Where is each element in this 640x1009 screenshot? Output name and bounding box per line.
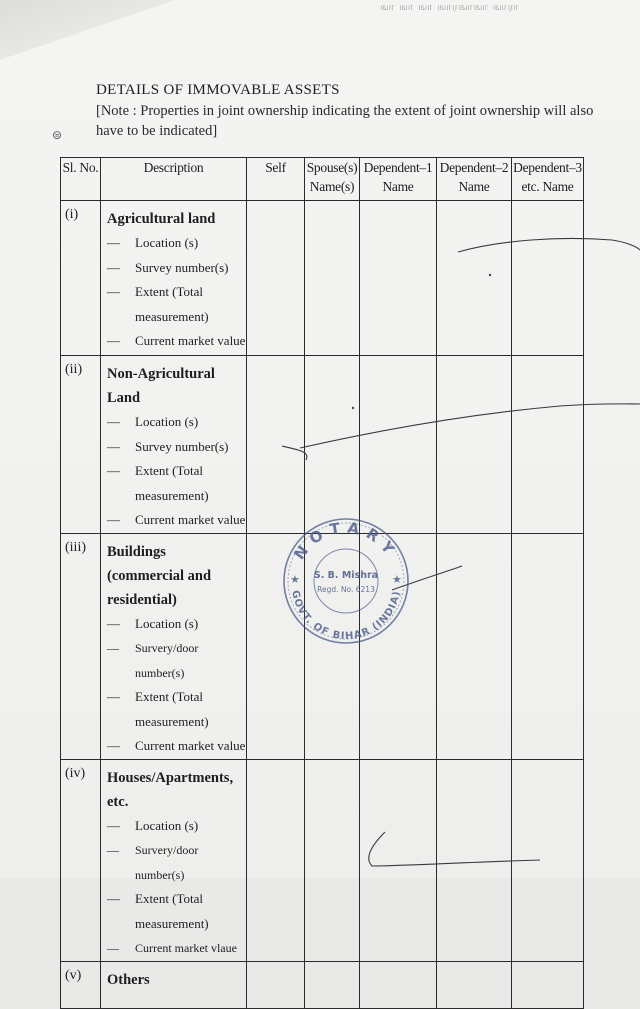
list-item-continuation: measurement) — [135, 308, 209, 324]
dependent-1-cell — [360, 533, 437, 759]
serial-number: (v) — [61, 961, 101, 1008]
spouse-cell — [305, 201, 360, 356]
spouse-cell — [305, 759, 360, 961]
description-cell — [101, 356, 247, 534]
dependent-3-cell — [512, 356, 584, 534]
dependent-3-cell — [512, 961, 584, 1008]
dependent-2-cell — [437, 356, 512, 534]
table-row — [61, 759, 584, 961]
self-cell — [247, 356, 305, 534]
list-item: — Extent (Total — [107, 463, 204, 478]
dependent-1-cell — [360, 201, 437, 356]
list-item-continuation: measurement) — [135, 915, 209, 931]
list-item: — Current market value — [107, 512, 246, 527]
seal-top-text: NOTARY — [290, 518, 402, 563]
star-icon: ★ — [392, 573, 402, 586]
dependent-2-cell — [437, 759, 512, 961]
dependent-1-cell — [360, 356, 437, 534]
folded-corner — [0, 0, 175, 60]
list-item: — Location (s) — [107, 235, 199, 250]
dependent-1-cell — [360, 961, 437, 1008]
description-cell — [101, 759, 247, 961]
column-header-self: Self — [247, 158, 305, 201]
dependent-2-cell — [437, 533, 512, 759]
serial-number: (iii) — [61, 533, 101, 759]
note-text: [Note : Properties in joint ownership indicating the extent of joint ownership will also have to be indicated] — [96, 103, 594, 139]
column-header-dependent-1: Dependent–1 Name — [360, 158, 437, 201]
page-title: DETAILS OF IMMOVABLE ASSETS — [96, 82, 340, 98]
category-title: Houses/Apartments, etc. — [107, 769, 234, 810]
table-row — [61, 961, 584, 1008]
column-header-sl: Sl. No. — [61, 158, 101, 201]
list-item: — Survery/door number(s) — [107, 843, 199, 882]
list-item-continuation: measurement) — [135, 713, 209, 729]
seal-name: S. B. Mishra — [313, 570, 379, 581]
self-cell — [247, 533, 305, 759]
table-row — [61, 533, 584, 759]
self-cell — [247, 961, 305, 1008]
immovable-assets-table — [60, 157, 584, 1009]
dependent-1-cell — [360, 759, 437, 961]
spouse-cell — [305, 533, 360, 759]
dependent-2-cell — [437, 201, 512, 356]
table-row — [61, 356, 584, 534]
serial-number: (iv) — [61, 759, 101, 961]
seal-registration: Regd. No. 6213 — [317, 585, 375, 594]
spouse-cell — [305, 961, 360, 1008]
column-header-description: Description — [101, 158, 247, 201]
list-item-continuation: measurement) — [135, 487, 209, 503]
category-title: Others — [107, 971, 150, 988]
seal-bottom-text: GOVT. OF BIHAR (INDIA) — [289, 589, 403, 643]
description-cell — [101, 961, 247, 1008]
star-icon: ★ — [290, 573, 300, 586]
dependent-3-cell — [512, 759, 584, 961]
category-title: Agricultural land — [107, 211, 216, 227]
column-header-spouse: Spouse(s) Name(s) — [305, 158, 360, 201]
list-item: — Current market value — [107, 738, 246, 753]
table-header-row — [61, 158, 584, 201]
dependent-3-cell — [512, 533, 584, 759]
list-item: — Current market value — [107, 333, 246, 348]
self-cell — [247, 201, 305, 356]
list-item: — Location (s) — [107, 414, 199, 429]
table-row — [61, 201, 584, 356]
punch-hole-mark: ⊜ — [52, 128, 63, 142]
list-item: — Survey number(s) — [107, 259, 229, 275]
list-item: — Extent (Total — [107, 689, 204, 704]
spouse-cell — [305, 356, 360, 534]
description-cell — [101, 201, 247, 356]
dependent-3-cell — [512, 201, 584, 356]
list-item: — Extent (Total — [107, 891, 204, 906]
dependent-2-cell — [437, 961, 512, 1008]
serial-number: (ii) — [61, 356, 101, 534]
list-item: — Survey number(s) — [107, 438, 229, 454]
category-title: Buildings (commercial and residential) — [107, 543, 212, 608]
list-item: — Current market vlaue — [107, 941, 237, 955]
list-item: — Location (s) — [107, 817, 199, 833]
serial-number: (i) — [61, 201, 101, 356]
list-item: — Survery/door number(s) — [107, 641, 199, 680]
description-cell — [101, 533, 247, 759]
top-header-marks: ஙா ஙா ஙா ஙாரஙாஙா ஙாரா — [380, 2, 520, 13]
self-cell — [247, 759, 305, 961]
category-title: Non-Agricultural Land — [107, 366, 215, 406]
list-item: — Location (s) — [107, 615, 199, 631]
column-header-dependent-2: Dependent–2 Name — [437, 158, 512, 201]
list-item: — Extent (Total — [107, 284, 204, 299]
column-header-dependent-3: Dependent–3 etc. Name — [512, 158, 584, 201]
